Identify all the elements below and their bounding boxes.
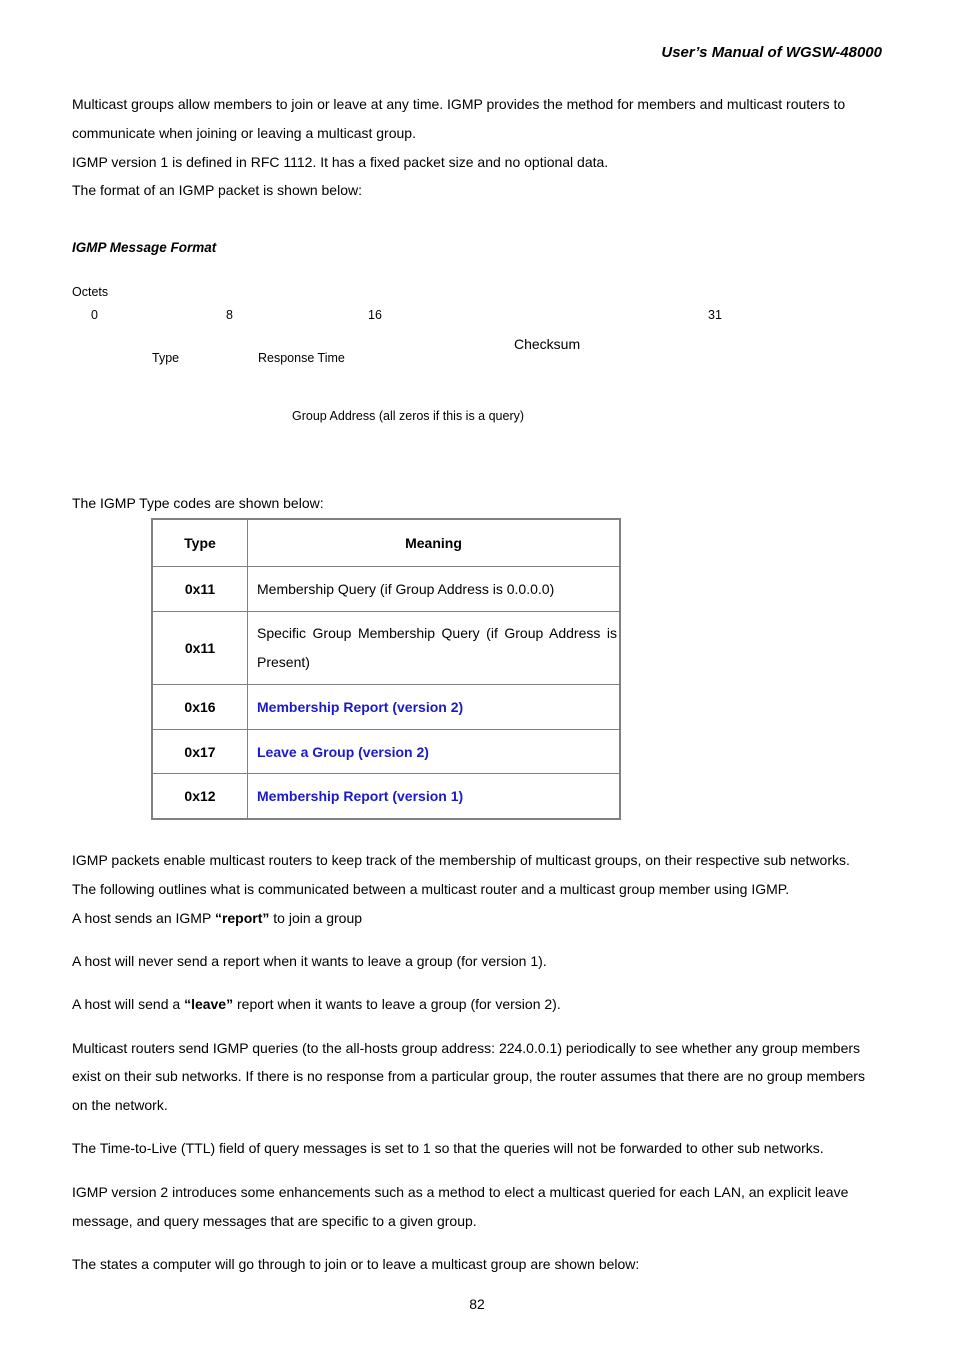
octets-label: Octets: [72, 285, 109, 299]
table-row: [152, 685, 620, 730]
table-row: [152, 730, 620, 774]
meaning-cell: Specific Group Membership Query (if Group Address is Present): [248, 612, 621, 685]
body-p2-before: A host sends an IGMP: [72, 910, 215, 926]
body-p3: A host will never send a report when it wants to leave a group (for version 1).: [72, 953, 547, 969]
table-row: [152, 567, 620, 612]
type-cell: 0x17: [152, 730, 248, 774]
codes-intro: The IGMP Type codes are shown below:: [72, 495, 324, 511]
meaning-cell: Membership Query (if Group Address is 0.0.0.0): [248, 567, 621, 612]
body-p7-line-2: message, and query messages that are specific to a given group.: [72, 1213, 477, 1229]
column-header-meaning: Meaning: [248, 519, 621, 567]
intro-line-1: Multicast groups allow members to join or leave at any time. IGMP provides the method for members and multicast routers to: [72, 96, 846, 112]
meaning-cell: Membership Report (version 2): [248, 685, 621, 730]
page-number: 82: [469, 1296, 485, 1312]
meaning-cell: Leave a Group (version 2): [248, 730, 621, 774]
table-header-row: [152, 519, 620, 567]
body-p2: [72, 910, 362, 926]
table-row: [152, 612, 620, 685]
bit-label-16: 16: [368, 308, 382, 322]
body-p1-line-2: The following outlines what is communicated between a multicast router and a multicast group member using IGMP.: [72, 881, 790, 897]
body-p6: The Time-to-Live (TTL) field of query messages is set to 1 so that the queries will not be forwarded to other sub networks.: [72, 1140, 824, 1156]
report-keyword: “report”: [214, 910, 270, 926]
igmp-type-codes-table: [151, 518, 621, 820]
body-p8: The states a computer will go through to join or to leave a multicast group are shown below:: [72, 1256, 640, 1272]
body-p5-line-1: Multicast routers send IGMP queries (to the all-hosts group address: 224.0.0.1) periodically to see whether any group members: [72, 1040, 861, 1056]
body-p5-line-3: on the network.: [72, 1097, 168, 1113]
body-p7-line-1: IGMP version 2 introduces some enhancements such as a method to elect a multicast queried for each LAN, an explicit leave: [72, 1184, 849, 1200]
body-p1-line-1: IGMP packets enable multicast routers to keep track of the membership of multicast groups, on their respective sub networks.: [72, 852, 850, 868]
bit-label-31: 31: [708, 308, 722, 322]
body-p2-after: to join a group: [269, 910, 363, 926]
group-address-field-label: Group Address (all zeros if this is a query): [292, 409, 525, 423]
body-p4-before: A host will send a: [72, 996, 185, 1012]
bit-label-8: 8: [226, 308, 233, 322]
body-p4: [72, 996, 561, 1012]
meaning-cell: Membership Report (version 1): [248, 774, 621, 819]
column-header-type: Type: [152, 519, 248, 567]
body-p5-line-2: exist on their sub networks. If there is no response from a particular group, the router assumes that there are no group members: [72, 1068, 865, 1084]
response-time-field-label: Response Time: [258, 351, 345, 365]
intro-line-2: communicate when joining or leaving a multicast group.: [72, 125, 416, 141]
checksum-field-label: Checksum: [514, 336, 581, 352]
type-cell: 0x11: [152, 567, 248, 612]
format-section-title: IGMP Message Format: [72, 240, 217, 255]
type-cell: 0x12: [152, 774, 248, 819]
bit-label-0: 0: [91, 308, 98, 322]
type-field-label: Type: [152, 351, 180, 365]
leave-keyword: “leave”: [184, 996, 234, 1012]
intro-line-4: The format of an IGMP packet is shown below:: [72, 182, 362, 198]
body-p4-after: report when it wants to leave a group (for version 2).: [233, 996, 561, 1012]
intro-line-3: IGMP version 1 is defined in RFC 1112. It has a fixed packet size and no optional data.: [72, 154, 609, 170]
type-cell: 0x16: [152, 685, 248, 730]
type-cell: 0x11: [152, 612, 248, 685]
table-row: [152, 774, 620, 819]
document-header-title: User’s Manual of WGSW-48000: [661, 44, 882, 61]
